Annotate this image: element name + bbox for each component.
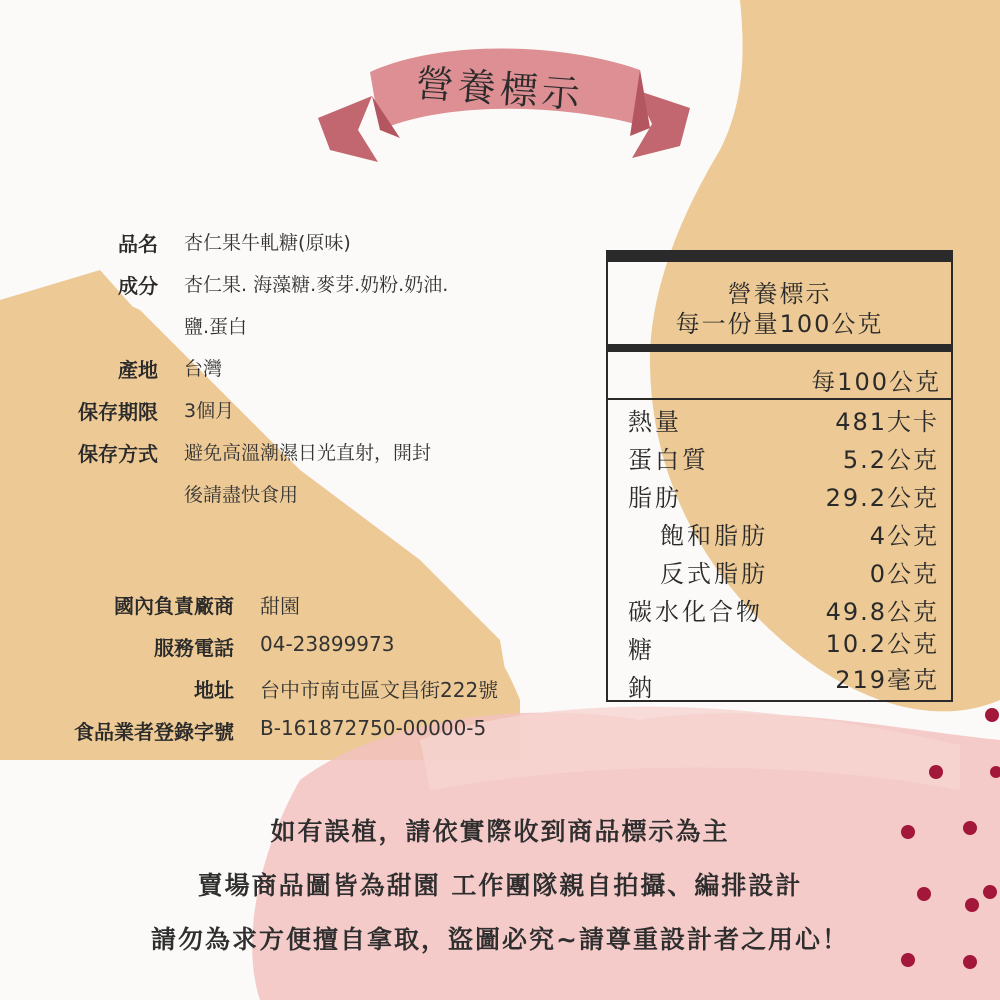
- nutrient-value: 5.2公克: [842, 446, 939, 474]
- label-shelf-life: 保存期限: [78, 400, 158, 424]
- nutrient-value: 4公克: [869, 522, 939, 550]
- label-storage: 保存方式: [78, 442, 158, 466]
- note-line-2: 賣場商品圖皆為甜園 工作團隊親自拍攝、編排設計: [197, 871, 803, 900]
- value-company: 甜園: [260, 594, 300, 618]
- nutrient-name: 碳水化合物: [628, 598, 763, 626]
- table-top-bar: [608, 252, 951, 262]
- nutrient-value: 219毫克: [835, 666, 939, 694]
- nutrient-value: 10.2公克: [825, 630, 939, 658]
- label-name: 品名: [118, 232, 158, 256]
- value-address: 台中市南屯區文昌街222號: [260, 678, 499, 702]
- nutrient-name: 蛋白質: [628, 446, 709, 474]
- value-phone: 04-23899973: [260, 632, 395, 656]
- label-ingredients: 成分: [118, 274, 158, 298]
- label-address: 地址: [194, 678, 234, 702]
- label-company: 國內負責廠商: [114, 594, 234, 618]
- value-ingredients-line1: 杏仁果. 海藻糖.麥芽.奶粉.奶油.: [184, 274, 449, 296]
- ribbon-title: 營養標示: [414, 61, 586, 117]
- value-origin: 台灣: [184, 358, 223, 380]
- value-registration: B-161872750-00000-5: [260, 716, 487, 740]
- nutrient-name: 反式脂肪: [660, 560, 768, 588]
- serving-size: 每一份量100公克: [675, 310, 884, 338]
- nutrient-value: 29.2公克: [825, 484, 939, 512]
- value-name: 杏仁果牛軋糖(原味): [184, 232, 351, 254]
- table-mid-bar: [608, 344, 951, 352]
- label-registration: 食品業者登錄字號: [74, 720, 234, 744]
- nutrient-name: 鈉: [628, 674, 655, 702]
- label-origin: 產地: [118, 358, 158, 382]
- per-100g-header: 每100公克: [811, 368, 941, 396]
- nutrient-name: 糖: [628, 636, 655, 664]
- nutrient-name: 飽和脂肪: [660, 522, 768, 550]
- note-line-3: 請勿為求方便擅自拿取，盜圖必究~請尊重設計者之用心！: [151, 925, 849, 954]
- nutrient-value: 49.8公克: [825, 598, 939, 626]
- nutrient-name: 脂肪: [628, 484, 682, 512]
- nutrient-name: 熱量: [628, 408, 682, 436]
- value-ingredients-line2: 鹽.蛋白: [184, 316, 248, 338]
- value-storage-line1: 避免高溫潮濕日光直射，開封: [184, 442, 432, 464]
- nutrition-title: 營養標示: [727, 280, 832, 308]
- value-storage-line2: 後請盡快食用: [184, 484, 299, 506]
- nutrient-value: 481大卡: [835, 408, 939, 436]
- note-line-1: 如有誤植，請依實際收到商品標示為主: [270, 817, 730, 846]
- nutrient-value: 0公克: [869, 560, 939, 588]
- label-phone: 服務電話: [154, 636, 234, 660]
- value-shelf-life: 3個月: [184, 400, 235, 422]
- nutrition-table: [606, 250, 953, 702]
- table-divider: [608, 398, 951, 400]
